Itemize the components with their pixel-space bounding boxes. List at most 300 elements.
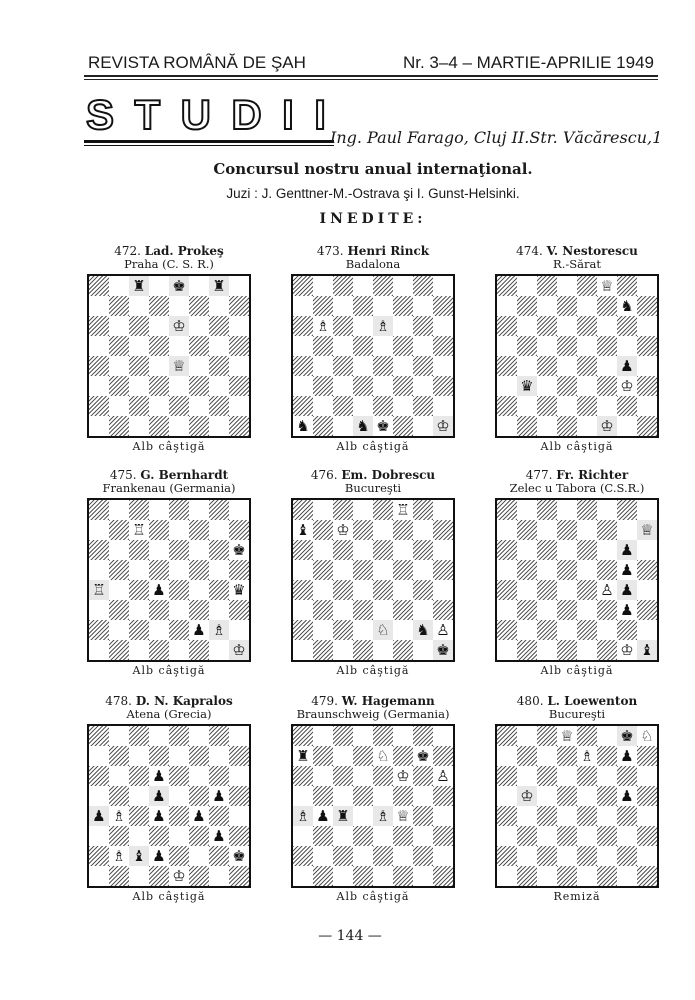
board-square <box>293 540 313 560</box>
board-square <box>89 356 109 376</box>
board-square <box>189 376 209 396</box>
board-square <box>169 600 189 620</box>
board-square <box>433 316 453 336</box>
chess-piece: ♕ <box>600 277 614 295</box>
board-square <box>433 396 453 416</box>
board-square <box>373 866 393 886</box>
board-square <box>129 560 149 580</box>
board-square <box>229 396 249 416</box>
board-square <box>209 620 229 640</box>
chess-piece: ♛ <box>520 377 534 395</box>
board-square <box>617 580 637 600</box>
board-square <box>209 396 229 416</box>
board-square <box>89 600 109 620</box>
chess-board <box>291 274 455 438</box>
board-square <box>373 560 393 580</box>
chess-piece: ♚ <box>232 541 246 559</box>
board-square <box>433 560 453 580</box>
board-square <box>637 600 657 620</box>
board-square <box>313 866 333 886</box>
chess-piece: ♟ <box>152 767 166 785</box>
board-square <box>129 396 149 416</box>
board-square <box>617 620 637 640</box>
board-square <box>149 416 169 436</box>
chess-piece: ♘ <box>376 747 390 765</box>
board-square <box>617 826 637 846</box>
board-square <box>577 640 597 660</box>
study-result: Alb câştigă <box>336 664 410 677</box>
board-square <box>373 396 393 416</box>
board-square <box>229 620 249 640</box>
board-square <box>129 356 149 376</box>
board-square <box>373 356 393 376</box>
board-square <box>557 540 577 560</box>
board-square <box>577 540 597 560</box>
board-square <box>149 806 169 826</box>
board-square <box>373 806 393 826</box>
board-square <box>577 356 597 376</box>
board-square <box>393 316 413 336</box>
board-square <box>597 726 617 746</box>
board-square <box>637 620 657 640</box>
board-square <box>313 640 333 660</box>
board-square <box>517 296 537 316</box>
board-square <box>597 316 617 336</box>
study-number: 478. <box>105 694 136 708</box>
board-square <box>129 746 149 766</box>
board-square <box>517 336 537 356</box>
board-square <box>293 500 313 520</box>
board-square <box>89 786 109 806</box>
board-square <box>353 726 373 746</box>
board-square <box>149 580 169 600</box>
board-square <box>617 336 637 356</box>
board-square <box>433 846 453 866</box>
board-square <box>353 786 373 806</box>
board-square <box>373 376 393 396</box>
chess-piece: ♖ <box>92 581 106 599</box>
study-result: Alb câştigă <box>540 440 614 453</box>
chess-piece: ♜ <box>212 277 226 295</box>
chess-piece: ♗ <box>376 317 390 335</box>
chess-piece: ♔ <box>520 787 534 805</box>
chess-board <box>495 274 659 438</box>
board-square <box>373 746 393 766</box>
board-square <box>617 600 637 620</box>
study-place: Braunschweig (Germania) <box>296 707 450 721</box>
board-square <box>209 376 229 396</box>
board-square <box>617 376 637 396</box>
chess-piece: ♚ <box>376 417 390 435</box>
study-number: 474. <box>516 244 547 258</box>
board-square <box>577 376 597 396</box>
board-square <box>393 846 413 866</box>
board-square <box>517 846 537 866</box>
board-square <box>89 726 109 746</box>
board-square <box>577 296 597 316</box>
chess-board <box>87 498 251 662</box>
board-square <box>373 600 393 620</box>
chess-piece: ♕ <box>396 807 410 825</box>
board-square <box>109 376 129 396</box>
chess-piece: ♘ <box>640 727 654 745</box>
study-author: Em. Dobrescu <box>341 468 436 482</box>
chess-piece: ♗ <box>376 807 390 825</box>
board-square <box>189 746 209 766</box>
board-square <box>229 766 249 786</box>
board-square <box>353 500 373 520</box>
board-square <box>373 336 393 356</box>
board-square <box>189 336 209 356</box>
board-square <box>293 866 313 886</box>
board-square <box>169 580 189 600</box>
board-square <box>577 416 597 436</box>
board-square <box>293 276 313 296</box>
board-square <box>333 336 353 356</box>
board-square <box>293 396 313 416</box>
study-diagram <box>78 468 260 677</box>
board-square <box>129 580 149 600</box>
board-square <box>149 600 169 620</box>
board-square <box>413 316 433 336</box>
board-square <box>637 826 657 846</box>
chess-piece: ♖ <box>132 521 146 539</box>
board-square <box>497 500 517 520</box>
board-square <box>353 276 373 296</box>
board-square <box>229 786 249 806</box>
chess-piece: ♗ <box>212 621 226 639</box>
board-square <box>497 726 517 746</box>
chess-piece: ♚ <box>436 641 450 659</box>
board-square <box>129 726 149 746</box>
board-square <box>89 866 109 886</box>
issue-info: Nr. 3–4 – MARTIE-APRILIE 1949 <box>402 53 654 72</box>
board-square <box>617 786 637 806</box>
board-square <box>433 786 453 806</box>
board-square <box>393 336 413 356</box>
board-square <box>129 846 149 866</box>
board-square <box>577 336 597 356</box>
board-square <box>293 356 313 376</box>
study-diagram <box>486 694 668 903</box>
board-square <box>517 416 537 436</box>
board-square <box>149 396 169 416</box>
board-square <box>293 826 313 846</box>
chess-piece: ♕ <box>640 521 654 539</box>
board-square <box>109 786 129 806</box>
board-square <box>517 866 537 886</box>
board-square <box>333 376 353 396</box>
board-square <box>209 726 229 746</box>
board-square <box>129 296 149 316</box>
board-square <box>637 866 657 886</box>
board-square <box>209 416 229 436</box>
chess-piece: ♗ <box>580 747 594 765</box>
board-square <box>557 640 577 660</box>
board-square <box>537 640 557 660</box>
board-square <box>517 520 537 540</box>
study-number: 479. <box>311 694 342 708</box>
board-square <box>517 620 537 640</box>
board-square <box>413 846 433 866</box>
chess-piece: ♜ <box>132 277 146 295</box>
board-square <box>517 356 537 376</box>
board-square <box>189 356 209 376</box>
board-square <box>229 316 249 336</box>
board-square <box>313 336 333 356</box>
board-square <box>577 786 597 806</box>
board-square <box>413 640 433 660</box>
board-square <box>293 580 313 600</box>
board-square <box>313 806 333 826</box>
board-square <box>433 336 453 356</box>
board-square <box>413 540 433 560</box>
chess-board <box>495 498 659 662</box>
board-square <box>537 500 557 520</box>
board-square <box>637 500 657 520</box>
board-square <box>537 336 557 356</box>
board-square <box>637 640 657 660</box>
board-square <box>209 640 229 660</box>
board-square <box>393 746 413 766</box>
study-diagram <box>282 244 464 453</box>
chess-piece: ♝ <box>132 847 146 865</box>
board-square <box>229 500 249 520</box>
chess-piece: ♟ <box>212 827 226 845</box>
board-square <box>353 316 373 336</box>
board-square <box>517 600 537 620</box>
board-square <box>497 416 517 436</box>
board-square <box>313 846 333 866</box>
study-heading <box>282 244 464 258</box>
board-square <box>333 560 353 580</box>
study-number: 476. <box>310 468 342 482</box>
study-result: Alb câştigă <box>336 440 410 453</box>
board-square <box>393 726 413 746</box>
board-square <box>209 786 229 806</box>
board-square <box>209 846 229 866</box>
study-place: Frankenau (Germania) <box>102 481 236 495</box>
board-square <box>433 520 453 540</box>
study-number: 472. <box>114 244 145 258</box>
board-square <box>109 540 129 560</box>
board-square <box>229 540 249 560</box>
study-heading <box>282 694 464 708</box>
board-square <box>353 376 373 396</box>
board-square <box>373 416 393 436</box>
title-letter: S <box>86 91 115 138</box>
board-square <box>393 806 413 826</box>
study-author: Henri Rinck <box>347 244 430 258</box>
board-square <box>537 726 557 746</box>
study-place: Atena (Grecia) <box>126 707 212 721</box>
board-square <box>497 376 517 396</box>
board-square <box>169 336 189 356</box>
board-square <box>497 356 517 376</box>
board-square <box>637 726 657 746</box>
board-square <box>149 726 169 746</box>
board-square <box>617 866 637 886</box>
board-square <box>577 866 597 886</box>
board-square <box>433 620 453 640</box>
header-rule-thin <box>84 79 658 80</box>
study-result: Alb câştigă <box>132 890 206 903</box>
board-square <box>577 746 597 766</box>
board-square <box>637 580 657 600</box>
board-square <box>229 356 249 376</box>
board-square <box>169 520 189 540</box>
chess-piece: ♘ <box>376 621 390 639</box>
board-square <box>617 276 637 296</box>
chess-board <box>291 724 455 888</box>
chess-piece: ♟ <box>192 807 206 825</box>
board-square <box>413 766 433 786</box>
board-square <box>209 520 229 540</box>
board-square <box>433 640 453 660</box>
chess-piece: ♞ <box>356 417 370 435</box>
board-square <box>229 600 249 620</box>
board-square <box>169 416 189 436</box>
board-square <box>617 296 637 316</box>
board-square <box>577 620 597 640</box>
board-square <box>229 846 249 866</box>
board-square <box>393 620 413 640</box>
board-square <box>89 396 109 416</box>
board-square <box>557 396 577 416</box>
board-square <box>89 376 109 396</box>
board-square <box>537 396 557 416</box>
board-square <box>413 500 433 520</box>
board-square <box>413 520 433 540</box>
board-square <box>169 746 189 766</box>
board-square <box>497 336 517 356</box>
board-square <box>597 846 617 866</box>
board-square <box>149 766 169 786</box>
board-square <box>209 276 229 296</box>
board-square <box>149 376 169 396</box>
board-square <box>497 846 517 866</box>
board-square <box>333 806 353 826</box>
board-square <box>89 846 109 866</box>
board-square <box>537 826 557 846</box>
board-square <box>617 500 637 520</box>
board-square <box>577 520 597 540</box>
board-square <box>497 826 517 846</box>
board-square <box>413 416 433 436</box>
board-square <box>229 520 249 540</box>
board-square <box>497 520 517 540</box>
board-square <box>189 620 209 640</box>
board-square <box>537 766 557 786</box>
study-place: R.-Sărat <box>553 257 601 271</box>
board-square <box>597 356 617 376</box>
section-editor: Ing. Paul Farago, Cluj II.Str. Văcărescu,1 <box>330 128 663 147</box>
board-square <box>229 746 249 766</box>
study-result: Alb câştigă <box>540 664 614 677</box>
chess-board <box>87 274 251 438</box>
chess-piece: ♔ <box>436 417 450 435</box>
board-square <box>537 276 557 296</box>
board-square <box>433 746 453 766</box>
chess-piece: ♞ <box>620 297 634 315</box>
chess-piece: ♖ <box>396 501 410 519</box>
board-square <box>617 520 637 540</box>
board-square <box>433 376 453 396</box>
board-square <box>497 786 517 806</box>
board-square <box>169 276 189 296</box>
board-square <box>129 416 149 436</box>
board-square <box>209 336 229 356</box>
board-square <box>109 336 129 356</box>
board-square <box>189 520 209 540</box>
board-square <box>497 640 517 660</box>
board-square <box>637 560 657 580</box>
board-square <box>89 766 109 786</box>
board-square <box>517 640 537 660</box>
chess-piece: ♛ <box>232 581 246 599</box>
board-square <box>149 336 169 356</box>
chess-piece: ♔ <box>172 317 186 335</box>
board-square <box>637 786 657 806</box>
board-square <box>597 520 617 540</box>
board-square <box>637 540 657 560</box>
board-square <box>433 276 453 296</box>
board-square <box>353 846 373 866</box>
chess-piece: ♟ <box>620 601 634 619</box>
board-square <box>293 640 313 660</box>
board-square <box>169 396 189 416</box>
board-square <box>353 356 373 376</box>
judges-line: Juzi : J. Genttner-M.-Ostrava şi I. Gunst-Helsinki. <box>226 186 520 201</box>
board-square <box>537 846 557 866</box>
board-square <box>637 376 657 396</box>
board-square <box>129 316 149 336</box>
study-place: Praha (C. S. R.) <box>124 257 214 271</box>
board-square <box>169 846 189 866</box>
board-square <box>129 786 149 806</box>
board-square <box>353 620 373 640</box>
board-square <box>393 560 413 580</box>
board-square <box>209 600 229 620</box>
board-square <box>537 416 557 436</box>
board-square <box>89 336 109 356</box>
study-heading <box>486 244 668 258</box>
board-square <box>313 620 333 640</box>
board-square <box>393 396 413 416</box>
chess-piece: ♝ <box>296 521 310 539</box>
board-square <box>517 376 537 396</box>
board-square <box>393 826 413 846</box>
board-square <box>373 500 393 520</box>
study-diagram <box>78 244 260 453</box>
board-square <box>517 540 537 560</box>
board-square <box>149 866 169 886</box>
chess-piece: ♙ <box>436 767 450 785</box>
study-author: W. Hagemann <box>341 694 435 708</box>
board-square <box>149 276 169 296</box>
study-heading <box>78 244 260 258</box>
board-square <box>413 296 433 316</box>
board-square <box>597 766 617 786</box>
board-square <box>373 276 393 296</box>
board-square <box>413 396 433 416</box>
chess-piece: ♔ <box>172 867 186 885</box>
board-square <box>149 520 169 540</box>
board-square <box>189 726 209 746</box>
chess-piece: ♚ <box>416 747 430 765</box>
board-square <box>189 396 209 416</box>
chess-piece: ♔ <box>620 641 634 659</box>
